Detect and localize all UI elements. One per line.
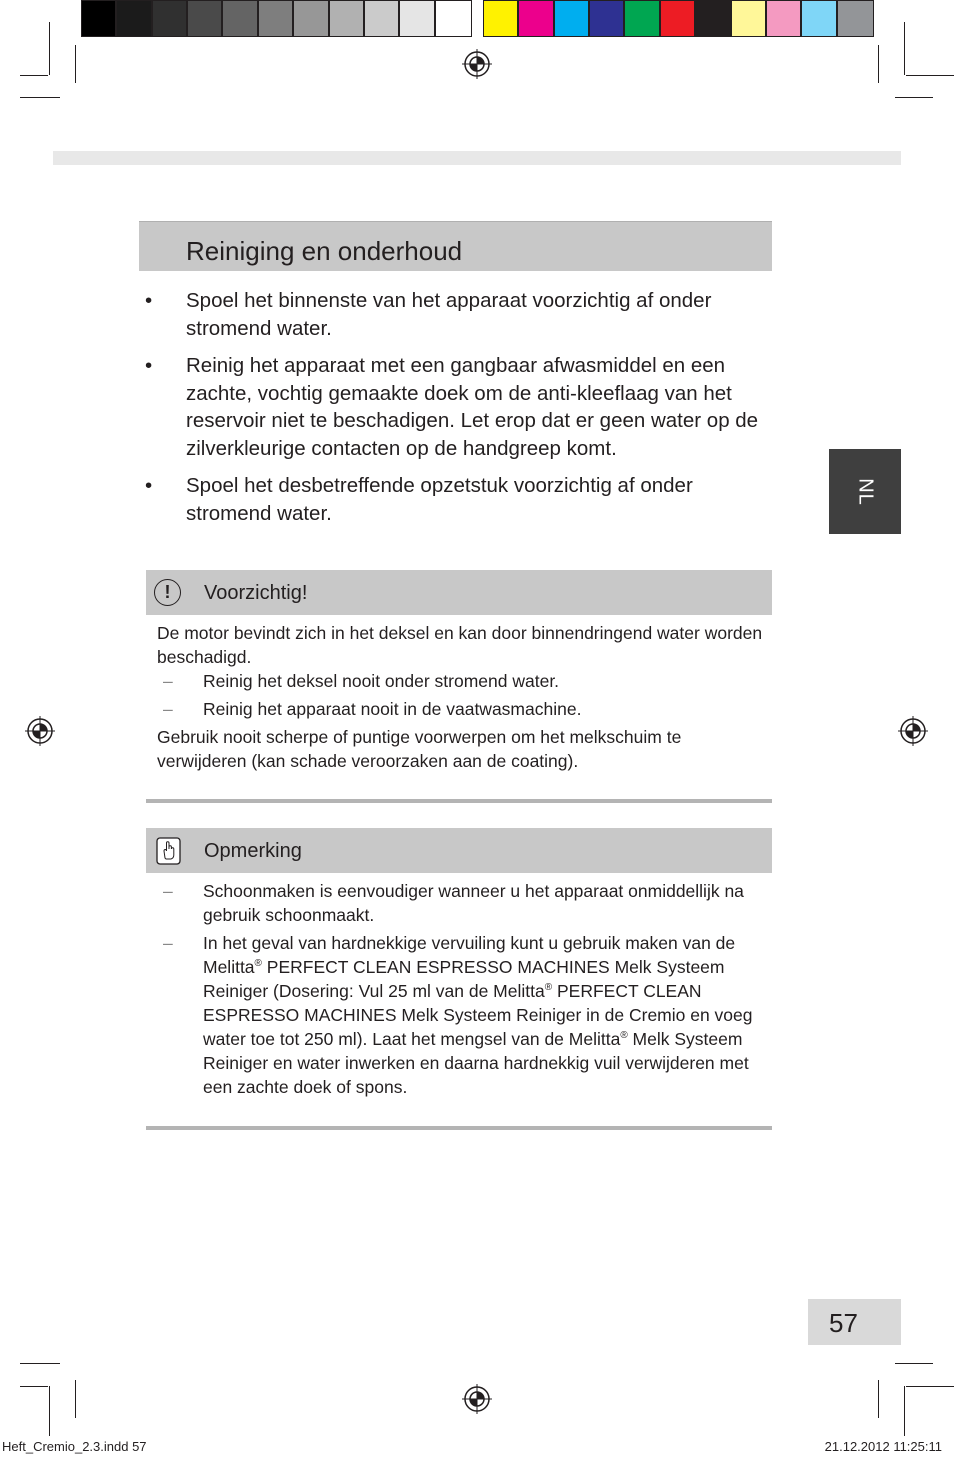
- instruction-list: [145, 287, 775, 537]
- crop-mark: [906, 75, 954, 76]
- note-header: [146, 828, 772, 873]
- color-swatch: [330, 1, 365, 36]
- crop-mark: [895, 97, 933, 98]
- section-title: Reiniging en onderhoud: [186, 236, 463, 266]
- dash-marker: –: [163, 933, 173, 953]
- color-swatch: [732, 1, 767, 36]
- note-item: In het geval van hardnekkige vervuiling kunt u gebruik maken van de Melitta® PERFECT CLEAN ESPRESSO MACHINES Melk Systeem Reiniger (Dosering: Vul 25 ml van de Melitta® PERFECT CLEAN ESPRESSO MACHINES Melk Systeem Reiniger in de Cremio en voeg water toe tot 250 ml). Laat het mengsel van de Melitta® Melk Systeem Reiniger en water inwerken en daarna hardnekkig vuil verwijderen met een zachte doek of spons.: [203, 933, 753, 1097]
- color-swatch: [400, 1, 435, 36]
- note-title: Opmerking: [204, 840, 302, 862]
- language-tab-label: NL: [854, 477, 877, 506]
- crop-mark: [904, 22, 905, 75]
- color-swatch: [82, 1, 117, 36]
- bullet-marker: •: [145, 289, 153, 312]
- bullet-marker: •: [145, 474, 153, 497]
- crop-mark: [20, 97, 60, 98]
- page-number-box: [808, 1299, 901, 1345]
- registration-mark-icon: [898, 716, 928, 746]
- list-item: [146, 697, 772, 721]
- list-item: [145, 352, 775, 462]
- list-item: [146, 879, 772, 927]
- section-header: [139, 221, 772, 271]
- bullet-text: Spoel het binnenste van het apparaat voorzichtig af onder stromend water.: [186, 289, 712, 340]
- registered-mark: ®: [254, 958, 262, 970]
- crop-mark: [49, 22, 50, 75]
- dash-marker: –: [163, 671, 173, 691]
- caution-bottom-rule: [146, 799, 772, 803]
- note-bottom-rule: [146, 1126, 772, 1130]
- crop-mark: [906, 1386, 954, 1387]
- color-swatch: [153, 1, 188, 36]
- crop-mark: [904, 1386, 905, 1436]
- header-strip: [53, 151, 901, 165]
- color-swatch: [365, 1, 400, 36]
- bullet-text: Reinig het apparaat met een gangbaar afwasmiddel en een zachte, vochtig gemaakte doek om de anti-kleeflaag van het reservoir niet te beschadigen. Let erop dat er geen water op de zilverkleurige contacten op de handgreep komt.: [186, 354, 759, 460]
- caution-item: Reinig het apparaat nooit in de vaatwasmachine.: [203, 699, 582, 719]
- crop-mark: [895, 1363, 933, 1364]
- crop-mark: [49, 1386, 50, 1436]
- caution-body: [146, 621, 772, 773]
- footer-datetime: 21.12.2012 11:25:11: [824, 1439, 942, 1454]
- color-swatch: [223, 1, 258, 36]
- crop-mark: [20, 1363, 60, 1364]
- list-item: [145, 472, 775, 527]
- language-tab: [829, 449, 901, 534]
- dash-marker: –: [163, 699, 173, 719]
- exclamation-icon: !: [154, 579, 181, 606]
- color-swatch: [555, 1, 590, 36]
- color-swatch: [436, 1, 471, 36]
- registered-mark: ®: [620, 1030, 628, 1042]
- hand-note-icon: [156, 837, 181, 865]
- color-swatch: [519, 1, 554, 36]
- color-swatch: [117, 1, 152, 36]
- crop-mark: [20, 75, 48, 76]
- color-swatch: [259, 1, 294, 36]
- note-item: Schoonmaken is eenvoudiger wanneer u het apparaat onmiddellijk na gebruik schoonmaakt.: [203, 881, 744, 925]
- bullet-marker: •: [145, 354, 153, 377]
- page-number: 57: [829, 1308, 858, 1338]
- grayscale-color-bar: [81, 0, 472, 37]
- color-swatch: [188, 1, 223, 36]
- registered-mark: ®: [544, 982, 553, 994]
- crop-mark: [878, 45, 879, 83]
- list-item: [146, 931, 772, 1099]
- caution-header: [146, 570, 772, 615]
- crop-mark: [878, 1380, 879, 1418]
- color-swatch: [696, 1, 731, 36]
- color-swatch: [294, 1, 329, 36]
- footer-file-info: Heft_Cremio_2.3.indd 57: [2, 1439, 147, 1454]
- color-swatch: [590, 1, 625, 36]
- color-swatch: [661, 1, 696, 36]
- process-color-bar: [483, 0, 874, 37]
- crop-mark: [20, 1386, 48, 1387]
- caution-title: Voorzichtig!: [204, 582, 308, 604]
- caution-intro: De motor bevindt zich in het deksel en kan door binnendringend water worden beschadigd.: [157, 623, 763, 667]
- caution-outro: Gebruik nooit scherpe of puntige voorwerpen om het melkschuim te verwijderen (kan schade veroorzaken aan de coating).: [157, 727, 682, 771]
- bullet-text: Spoel het desbetreffende opzetstuk voorzichtig af onder stromend water.: [186, 474, 693, 525]
- registration-mark-icon: [462, 1384, 492, 1414]
- caution-item: Reinig het deksel nooit onder stromend water.: [203, 671, 560, 691]
- color-swatch: [802, 1, 837, 36]
- crop-mark: [75, 1380, 76, 1418]
- color-swatch: [625, 1, 660, 36]
- list-item: [145, 287, 775, 342]
- dash-marker: –: [163, 881, 173, 901]
- color-swatch: [484, 1, 519, 36]
- registration-mark-icon: [25, 716, 55, 746]
- list-item: [146, 669, 772, 693]
- crop-mark: [75, 45, 76, 83]
- color-swatch: [838, 1, 873, 36]
- registration-mark-icon: [462, 49, 492, 79]
- note-body: [146, 879, 772, 1099]
- color-swatch: [767, 1, 802, 36]
